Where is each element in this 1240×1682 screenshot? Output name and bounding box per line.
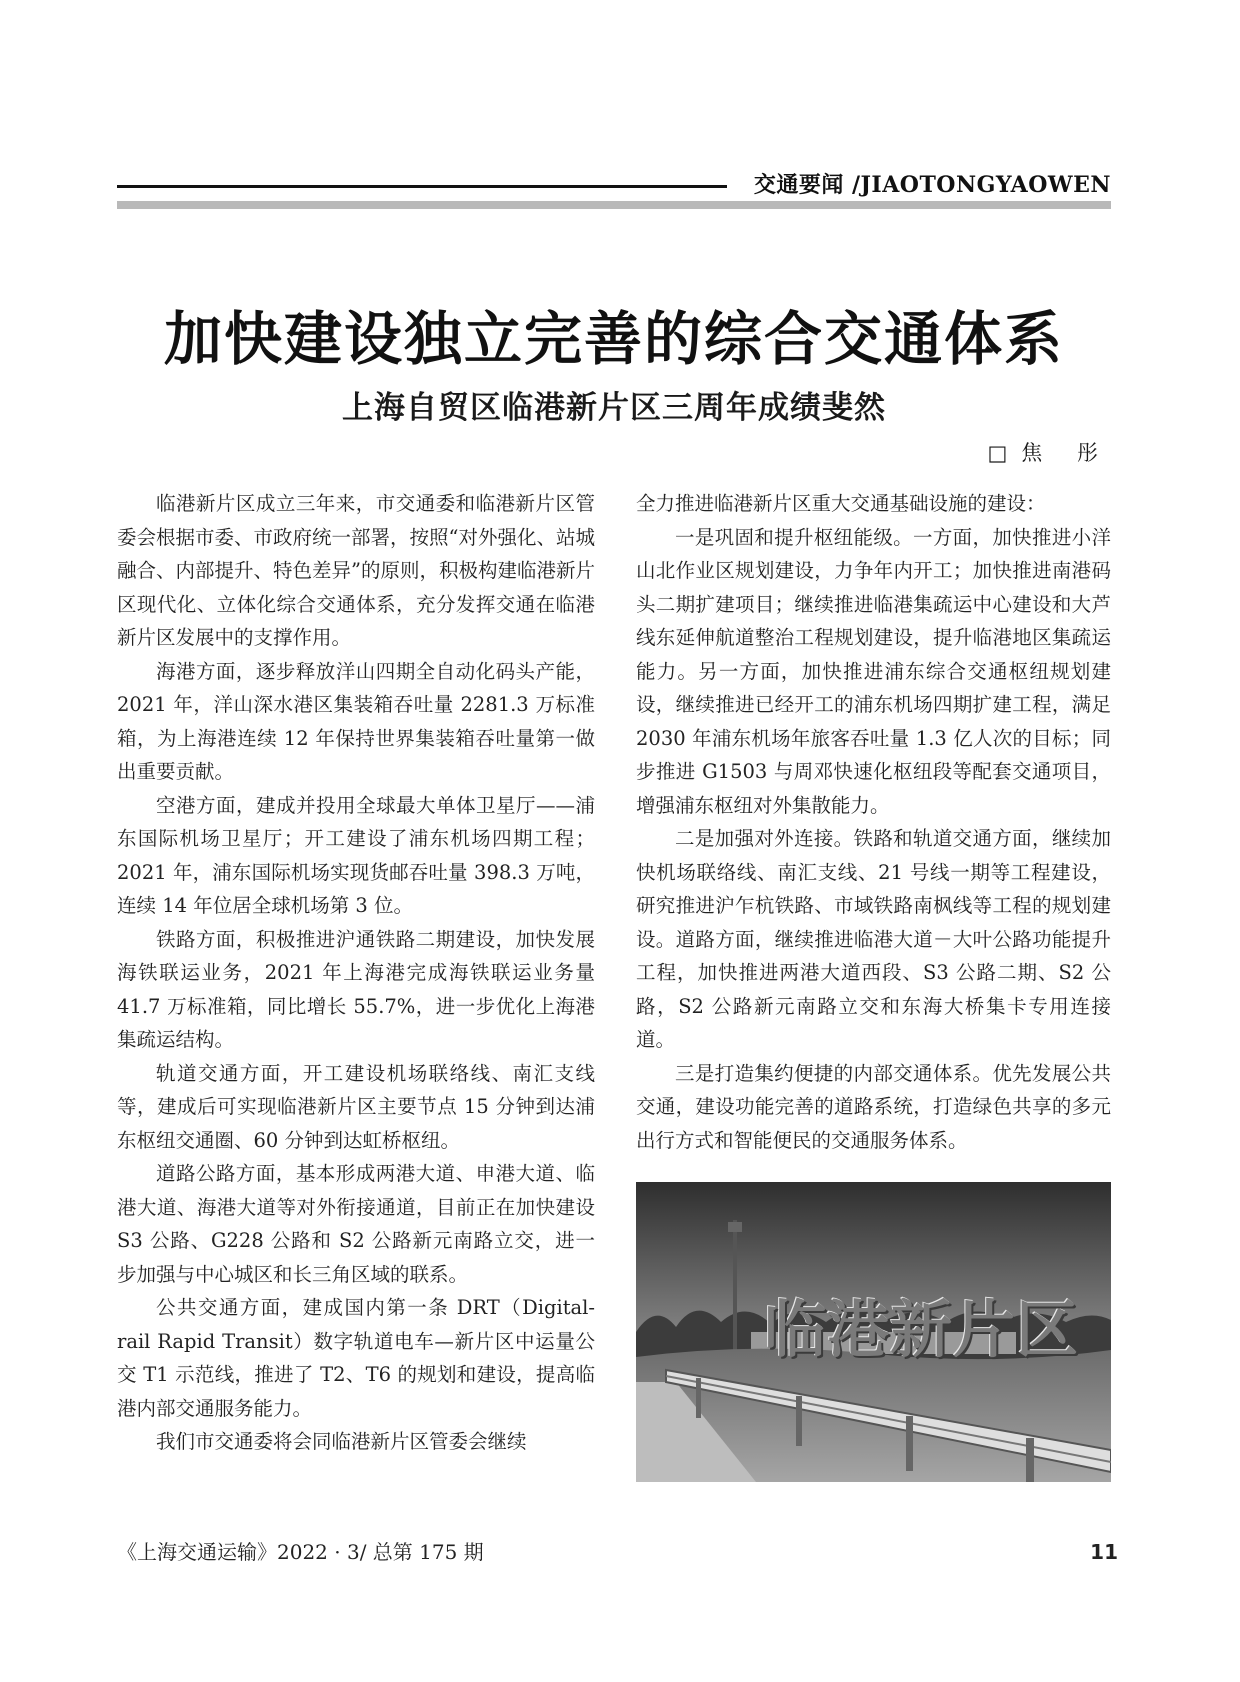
paragraph: 空港方面，建成并投用全球最大单体卫星厅——浦东国际机场卫星厅；开工建设了浦东机场四期工程；2021 年，浦东国际机场实现货邮吞吐量 398.3 万吨，连续 14 年位居全球机场第 3 位。: [117, 793, 595, 917]
paragraph: 三是打造集约便捷的内部交通体系。优先发展公共交通，建设功能完善的道路系统，打造绿色共享的多元出行方式和智能便民的交通服务体系。: [636, 1061, 1111, 1152]
paragraph: 我们市交通委将会同临港新片区管委会继续: [156, 1430, 527, 1453]
paragraph: 轨道交通方面，开工建设机场联络线、南汇支线等，建成后可实现临港新片区主要节点 15 分钟到达浦东枢纽交通圈、60 分钟到达虹桥枢纽。: [117, 1061, 595, 1152]
paragraph: 铁路方面，积极推进沪通铁路二期建设，加快发展海铁联运业务，2021 年上海港完成海铁联运业务量 41.7 万标准箱，同比增长 55.7%，进一步优化上海港集疏运结构。: [117, 927, 595, 1051]
paragraph: 道路公路方面，基本形成两港大道、申港大道、临港大道、海港大道等对外衔接通道，目前正在加快建设 S3 公路、G228 公路和 S2 公路新元南路立交，进一步加强与中心城区和长三角区域的联系。: [117, 1162, 595, 1286]
right-column: [636, 487, 1111, 1157]
section-header: [117, 168, 1111, 210]
paragraph: 全力推进临港新片区重大交通基础设施的建设：: [636, 492, 1046, 515]
header-rule-gray: [117, 201, 1111, 209]
sign-text: 临港新片区: [764, 1293, 1080, 1366]
photo-lingang-sign: [636, 1182, 1111, 1482]
article-title: 加快建设独立完善的综合交通体系: [163, 305, 1064, 373]
paragraph: 临港新片区成立三年来，市交通委和临港新片区管委会根据市委、市政府统一部署，按照“对外强化、站城融合、内部提升、特色差异”的原则，积极构建临港新片区现代化、立体化综合交通体系，充分发挥交通在临港新片区发展中的支撑作用。: [117, 492, 595, 649]
article-subtitle: 上海自贸区临港新片区三周年成绩斐然: [342, 390, 886, 426]
page-number: 11: [1090, 1540, 1118, 1564]
left-column: [117, 487, 595, 1459]
paragraph: 海港方面，逐步释放洋山四期全自动化码头产能，2021 年，洋山深水港区集装箱吞吐量 2281.3 万标准箱，为上海港连续 12 年保持世界集装箱吞吐量第一做出重要贡献。: [117, 659, 595, 783]
header-rule-top: [117, 185, 727, 188]
paragraph: 一是巩固和提升枢纽能级。一方面，加快推进小洋山北作业区规划建设，力争年内开工；加快推进南港码头二期扩建项目；继续推进临港集疏运中心建设和大芦线东延伸航道整治工程规划建设，提升临港地区集疏运能力。另一方面，加快推进浦东综合交通枢纽规划建设，继续推进已经开工的浦东机场四期扩建工程，满足 2030 年浦东机场年旅客吞吐量 1.3 亿人次的目标；同步推进 G1503 与周邓快速化枢纽段等配套交通项目，增强浦东枢纽对外集散能力。: [636, 525, 1111, 817]
author-byline: □焦 彤: [987, 441, 1112, 465]
paragraph: 公共交通方面，建成国内第一条 DRT（Digital-rail Rapid Transit）数字轨道电车—新片区中运量公交 T1 示范线，推进了 T2、T6 的规划和建设，提高临港内部交通服务能力。: [117, 1296, 595, 1420]
journal-footer: 《上海交通运输》2022 · 3/ 总第 175 期: [117, 1540, 484, 1564]
paragraph: 二是加强对外连接。铁路和轨道交通方面，继续加快机场联络线、南汇支线、21 号线一期等工程建设，研究推进沪乍杭铁路、市域铁路南枫线等工程的规划建设。道路方面，继续推进临港大道－大叶公路功能提升工程，加快推进两港大道西段、S3 公路二期、S2 公路，S2 公路新元南路立交和东海大桥集卡专用连接道。: [636, 827, 1111, 1051]
section-label: 交通要闻 /JIAOTONGYAOWEN: [753, 172, 1111, 198]
